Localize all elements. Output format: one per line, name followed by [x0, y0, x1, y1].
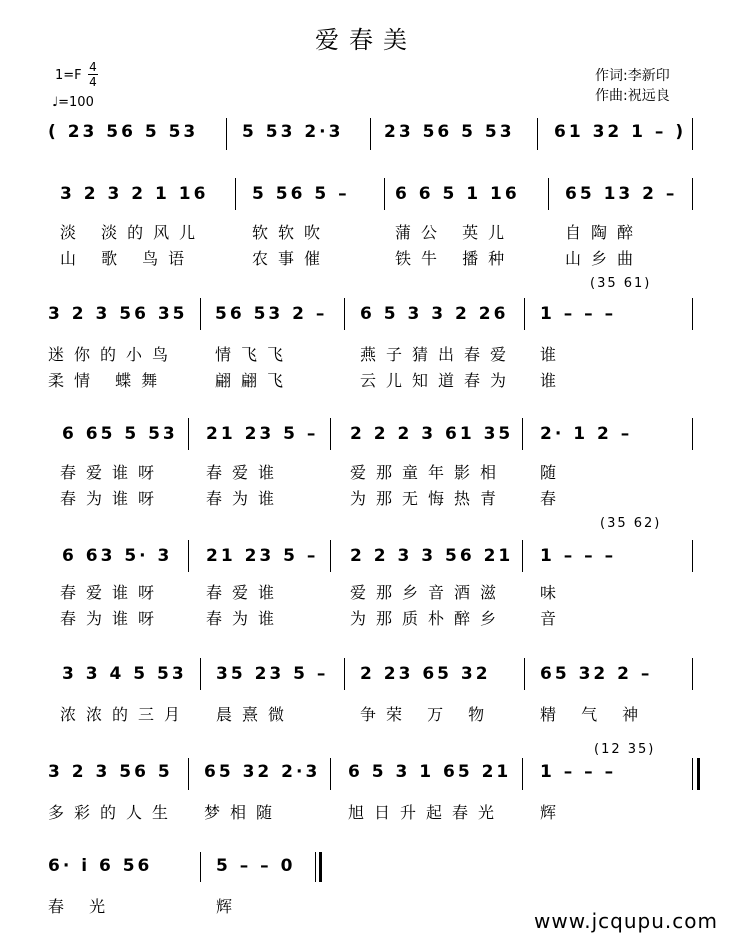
- lyric-verse2: 音: [540, 609, 567, 628]
- score-line: [0, 172, 732, 272]
- parenthetical-notes: (12 35): [594, 742, 656, 757]
- lyric-verse1: 争荣 万 物: [360, 705, 495, 724]
- measure: 5 56 5 –: [252, 184, 350, 204]
- measure: 6 6 5 1 16: [395, 184, 520, 204]
- measure: 6 5 3 3 2 26: [360, 304, 509, 324]
- lyric-verse1: 自陶醉: [565, 223, 644, 242]
- lyric-verse1: 淡 淡的风儿: [60, 223, 206, 242]
- lyric-verse2: 为那质朴醉乡: [350, 609, 507, 628]
- lyric-verse1: 梦相随: [204, 803, 283, 822]
- song-title: 爱春美: [315, 26, 417, 54]
- lyric-verse2: 春为谁呀: [60, 609, 165, 628]
- score-line: [0, 276, 732, 392]
- measure: 3 2 3 56 35: [48, 304, 188, 324]
- lyric-verse2: 云儿知道春为: [360, 371, 517, 390]
- watermark: www.jcqupu.com: [534, 909, 718, 933]
- lyric-verse2: 农事催: [252, 249, 331, 268]
- lyric-verse1: 随: [540, 463, 567, 482]
- intro-bar: ( 23 56 5 53: [48, 122, 199, 142]
- score-line: [0, 412, 732, 512]
- measure: 6 65 5 53: [62, 424, 178, 444]
- lyric-verse2: 谁: [540, 371, 567, 390]
- parenthetical-notes: (35 61): [590, 276, 652, 291]
- measure: 1 – – –: [540, 546, 617, 566]
- lyric-verse1: 多彩的人生: [48, 803, 179, 822]
- intro-bar: 61 32 1 – ): [554, 122, 687, 142]
- lyric-verse1: 情飞飞: [215, 345, 294, 364]
- lyric-verse1: 晨熹微: [216, 705, 295, 724]
- lyric-verse1: 辉: [216, 897, 243, 916]
- lyric-verse1: 味: [540, 583, 567, 602]
- intro-bar: 5 53 2·3: [242, 122, 344, 142]
- measure: 2 23 65 32: [360, 664, 491, 684]
- lyricist: 作词:李新印: [595, 68, 670, 84]
- lyric-verse1: 燕子猜出春爱: [360, 345, 517, 364]
- lyric-verse2: 翩翩飞: [215, 371, 294, 390]
- measure: 65 32 2 –: [540, 664, 653, 684]
- measure: 6 63 5· 3: [62, 546, 173, 566]
- lyric-verse2: 春为谁: [206, 609, 285, 628]
- lyric-verse1: 谁: [540, 345, 567, 364]
- measure: 6 5 3 1 65 21: [348, 762, 512, 782]
- measure: 65 13 2 –: [565, 184, 678, 204]
- measure: 5 – – 0: [216, 856, 296, 876]
- time-bottom: 4: [89, 75, 97, 89]
- lyric-verse1: 软软吹: [252, 223, 331, 242]
- time-signature: [88, 60, 98, 89]
- measure: 2 2 3 3 56 21: [350, 546, 514, 566]
- score-line: [0, 516, 732, 634]
- measure: 21 23 5 –: [206, 424, 319, 444]
- measure: 35 23 5 –: [216, 664, 329, 684]
- lyric-verse2: 春为谁: [206, 489, 285, 508]
- lyric-verse2: 为那无悔热青: [350, 489, 507, 508]
- intro-bar: 23 56 5 53: [384, 122, 515, 142]
- measure: 6· i 6 56: [48, 856, 153, 876]
- lyric-verse1: 爱那乡音酒滋: [350, 583, 507, 602]
- composer: 作曲:祝远良: [595, 88, 670, 104]
- lyric-verse1: 蒲公 英儿: [395, 223, 515, 242]
- lyric-verse2: 春: [540, 489, 567, 508]
- measure: 1 – – –: [540, 762, 617, 782]
- score-line: [0, 742, 732, 832]
- tempo-marking: ♩=100: [52, 95, 94, 110]
- lyric-verse2: 春为谁呀: [60, 489, 165, 508]
- lyric-verse1: 春爱谁: [206, 463, 285, 482]
- measure: 65 32 2·3: [204, 762, 321, 782]
- measure: 2 2 2 3 61 35: [350, 424, 514, 444]
- lyric-verse1: 精 气 神: [540, 705, 649, 724]
- lyric-verse2: 柔情 蝶舞: [48, 371, 168, 390]
- parenthetical-notes: (35 62): [600, 516, 662, 531]
- time-top: 4: [89, 60, 97, 74]
- lyric-verse2: 铁牛 播种: [395, 249, 515, 268]
- lyric-verse1: 迷你的小鸟: [48, 345, 179, 364]
- measure: 2· 1 2 –: [540, 424, 633, 444]
- measure: 1 – – –: [540, 304, 617, 324]
- lyric-verse1: 春爱谁呀: [60, 583, 165, 602]
- lyric-verse2: 山乡曲: [565, 249, 644, 268]
- lyric-verse2: 山 歌 鸟语: [60, 249, 195, 268]
- lyric-verse1: 爱那童年影相: [350, 463, 507, 482]
- score-line: [0, 656, 732, 736]
- measure: 3 2 3 2 1 16: [60, 184, 209, 204]
- lyric-verse1: 春爱谁呀: [60, 463, 165, 482]
- measure: 3 3 4 5 53: [62, 664, 187, 684]
- measure: 3 2 3 56 5: [48, 762, 173, 782]
- intro-row: [0, 112, 732, 152]
- measure: 56 53 2 –: [215, 304, 328, 324]
- measure: 21 23 5 –: [206, 546, 319, 566]
- lyric-verse1: 浓浓的三月: [60, 705, 191, 724]
- key-signature: 1=F: [55, 68, 82, 83]
- lyric-verse1: 春爱谁: [206, 583, 285, 602]
- credits: [595, 66, 670, 106]
- lyric-verse1: 春 光: [48, 897, 116, 916]
- lyric-verse1: 旭日升起春光: [348, 803, 505, 822]
- lyric-verse1: 辉: [540, 803, 567, 822]
